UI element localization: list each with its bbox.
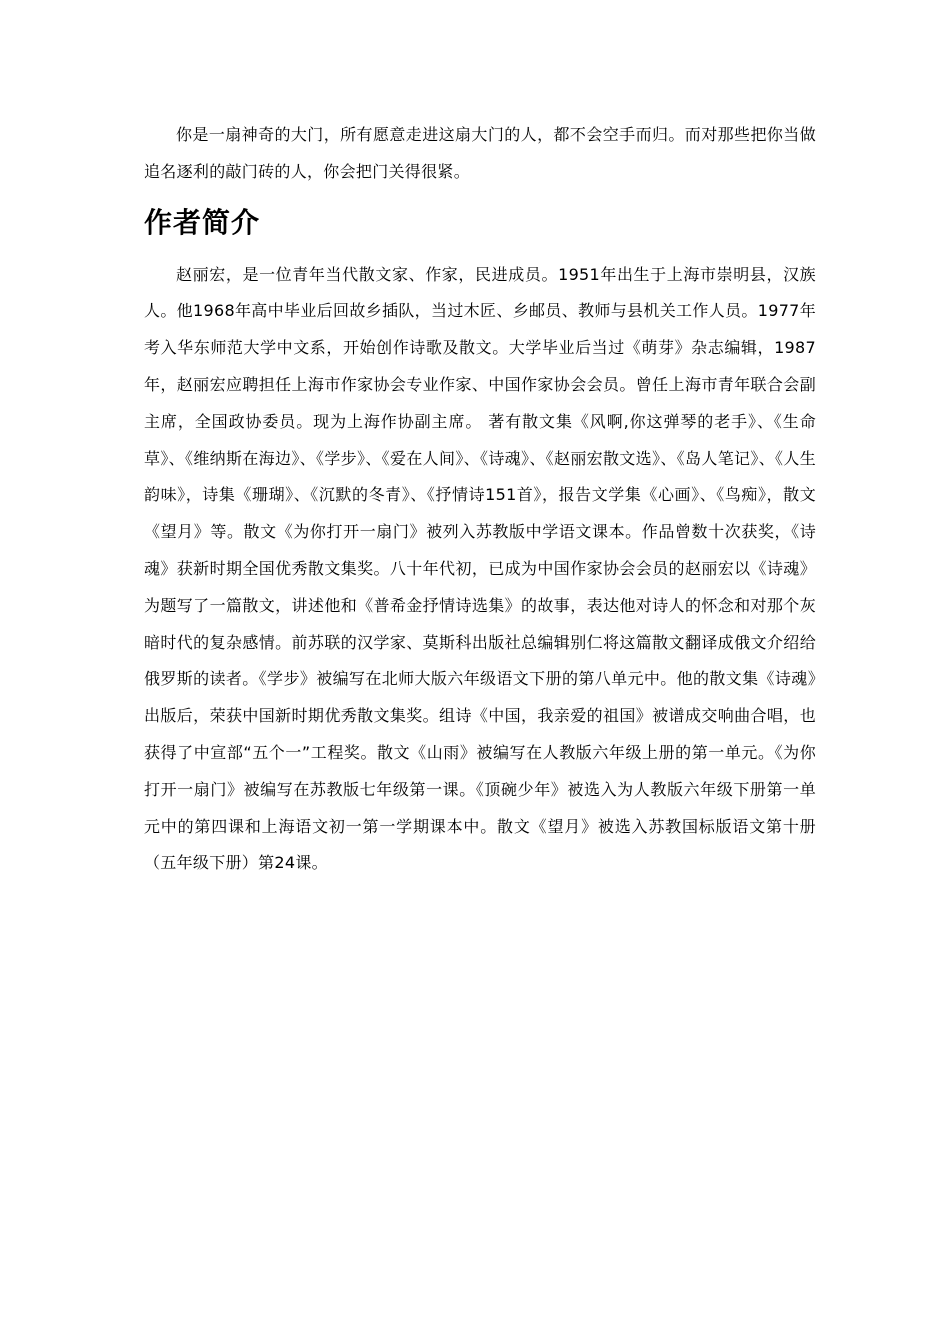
section-heading-author-intro: 作者简介 (144, 205, 261, 239)
document-page (144, 117, 816, 882)
intro-paragraph: 你是一扇神奇的大门，所有愿意走进这扇大门的人，都不会空手而归。而对那些把你当做追名逐利的敲门砖的人，你会把门关得很紧。 (144, 125, 816, 181)
author-bio-paragraph: 赵丽宏，是一位青年当代散文家、作家，民进成员。1951年出生于上海市崇明县，汉族人。他1968年高中毕业后回故乡插队，当过木匠、乡邮员、教师与县机关工作人员。1977年考入华东师范大学中文系，开始创作诗歌及散文。大学毕业后当过《萌芽》杂志编辑，1987年，赵丽宏应聘担任上海市作家协会专业作家、中国作家协会会员。曾任上海市青年联合会副主席，全国政协委员。现为上海作协副主席。 著有散文集《风啊,你这弹琴的老手》、《生命草》、《维纳斯在海边》、《学步》、《爱在人间》、《诗魂》、《赵丽宏散文选》、《岛人笔记》、《人生韵味》，诗集《珊瑚》、《沉默的冬青》、《抒情诗151首》，报告文学集《心画》、《鸟痴》，散文《望月》等。散文《为你打开一扇门》被列入苏教版中学语文课本。作品曾数十次获奖，《诗魂》获新时期全国优秀散文集奖。八十年代初，已成为中国作家协会会员的赵丽宏以《诗魂》为题写了一篇散文，讲述他和《普希金抒情诗选集》的故事，表达他对诗人的怀念和对那个灰暗时代的复杂感情。前苏联的汉学家、莫斯科出版社总编辑别仁将这篇散文翻译成俄文介绍给俄罗斯的读者。《学步》被编写在北师大版六年级语文下册的第八单元中。他的散文集《诗魂》出版后，荣获中国新时期优秀散文集奖。组诗《中国，我亲爱的祖国》被谱成交响曲合唱，也获得了中宣部“五个一”工程奖。散文《山雨》被编写在人教版六年级上册的第一单元。《为你打开一扇门》被编写在苏教版七年级第一课。《顶碗少年》被选入为人教版六年级下册第一单元中的第四课和上海语文初一第一学期课本中。散文《望月》被选入苏教国标版语文第十册（五年级下册）第24课。 (144, 264, 816, 873)
